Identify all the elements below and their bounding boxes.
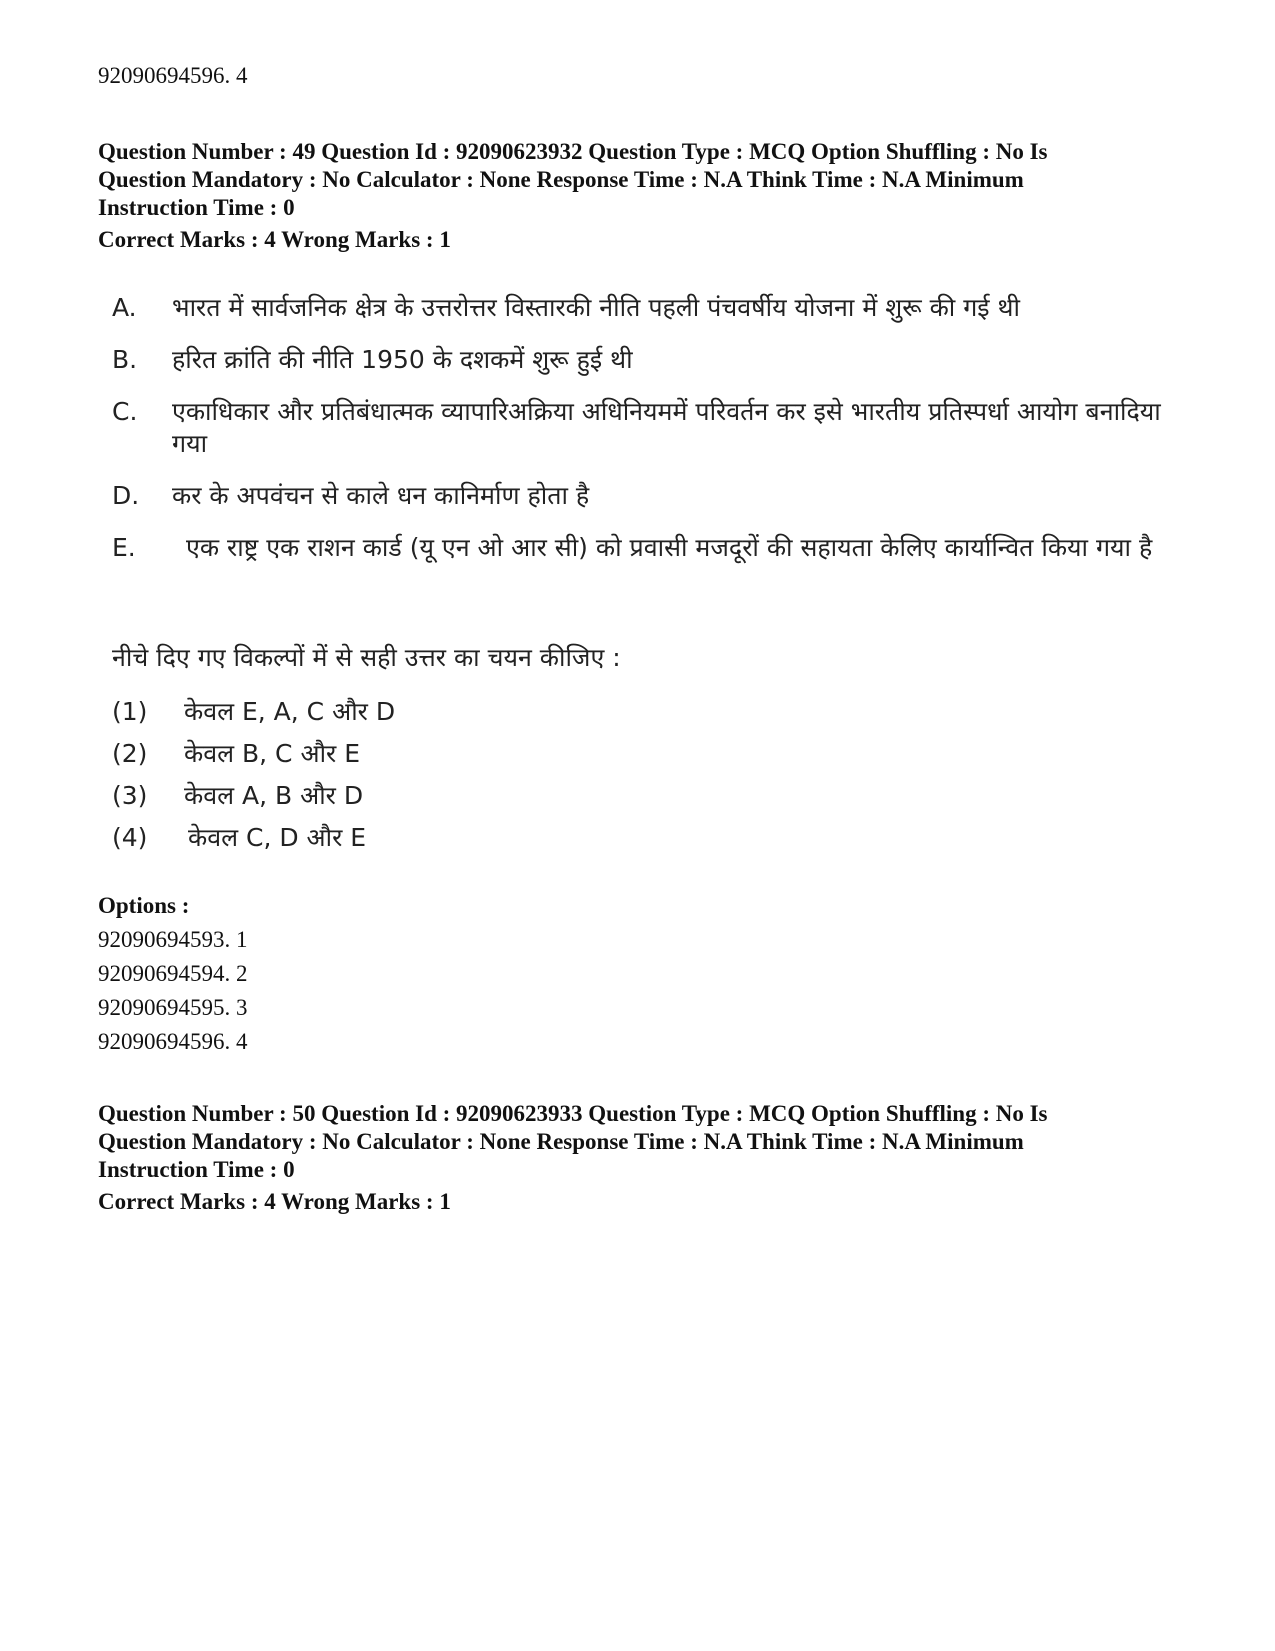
statement-b-text: हरित क्रांति की नीति 1950 के दशकमें शुरू हुई थी — [172, 345, 633, 374]
option-line-1: 92090694593. 1 — [98, 927, 248, 952]
statement-e-label: E. — [112, 533, 136, 562]
choice-3-number: (3) — [112, 781, 148, 810]
statement-e-text: एक राष्ट्र एक राशन कार्ड (यू एन ओ आर सी) को प्रवासी मजदूरों की सहायता केलिए कार्यान्वित किया गया है — [186, 533, 1153, 562]
statement-c-label: C. — [112, 397, 138, 426]
question-49-meta-line-1: Question Number : 49 Question Id : 92090623932 Question Type : MCQ Option Shuffling : No Is — [98, 139, 1048, 164]
choice-1-number: (1) — [112, 697, 148, 726]
statement-a-text: भारत में सार्वजनिक क्षेत्र के उत्तरोत्तर विस्तारकी नीति पहली पंचवर्षीय योजना में शुरू की गई थी — [172, 293, 1020, 322]
choice-1-text: केवल E, A, C और D — [184, 697, 396, 726]
option-line-3: 92090694595. 3 — [98, 995, 248, 1020]
statement-d-label: D. — [112, 481, 140, 510]
option-line-2: 92090694594. 2 — [98, 961, 248, 986]
choice-4-text: केवल C, D और E — [188, 823, 367, 852]
question-49-marks: Correct Marks : 4 Wrong Marks : 1 — [98, 227, 451, 252]
options-heading: Options : — [98, 893, 190, 918]
previous-option-line: 92090694596. 4 — [98, 63, 248, 88]
choice-3-text: केवल A, B और D — [184, 781, 364, 810]
option-line-4: 92090694596. 4 — [98, 1029, 248, 1054]
statement-d-text: कर के अपवंचन से काले धन कानिर्माण होता है — [172, 481, 590, 510]
question-49-meta-line-3: Instruction Time : 0 — [98, 195, 295, 220]
question-50-metadata — [98, 1100, 1178, 1184]
answer-prompt: नीचे दिए गए विकल्पों में से सही उत्तर का चयन कीजिए : — [112, 643, 621, 672]
statement-b-label: B. — [112, 345, 138, 374]
choice-2-number: (2) — [112, 739, 148, 768]
question-50-meta-line-2: Question Mandatory : No Calculator : None Response Time : N.A Think Time : N.A Minimum — [98, 1129, 1024, 1154]
question-49-meta-line-2: Question Mandatory : No Calculator : None Response Time : N.A Think Time : N.A Minimum — [98, 167, 1024, 192]
statement-a-label: A. — [112, 293, 137, 322]
choice-2-text: केवल B, C और E — [184, 739, 360, 768]
statement-c-text: एकाधिकार और प्रतिबंधात्मक व्यापारिअक्रिया अधिनियममें परिवर्तन कर इसे भारतीय प्रतिस्पर्धा आयोग बनादिया गया — [172, 397, 1161, 458]
question-49-metadata — [98, 138, 1178, 222]
question-50-meta-line-3: Instruction Time : 0 — [98, 1157, 295, 1182]
question-50-marks: Correct Marks : 4 Wrong Marks : 1 — [98, 1189, 451, 1214]
question-50-meta-line-1: Question Number : 50 Question Id : 92090623933 Question Type : MCQ Option Shuffling : No Is — [98, 1101, 1048, 1126]
choice-4-number: (4) — [112, 823, 148, 852]
question-49-body — [98, 290, 1178, 860]
